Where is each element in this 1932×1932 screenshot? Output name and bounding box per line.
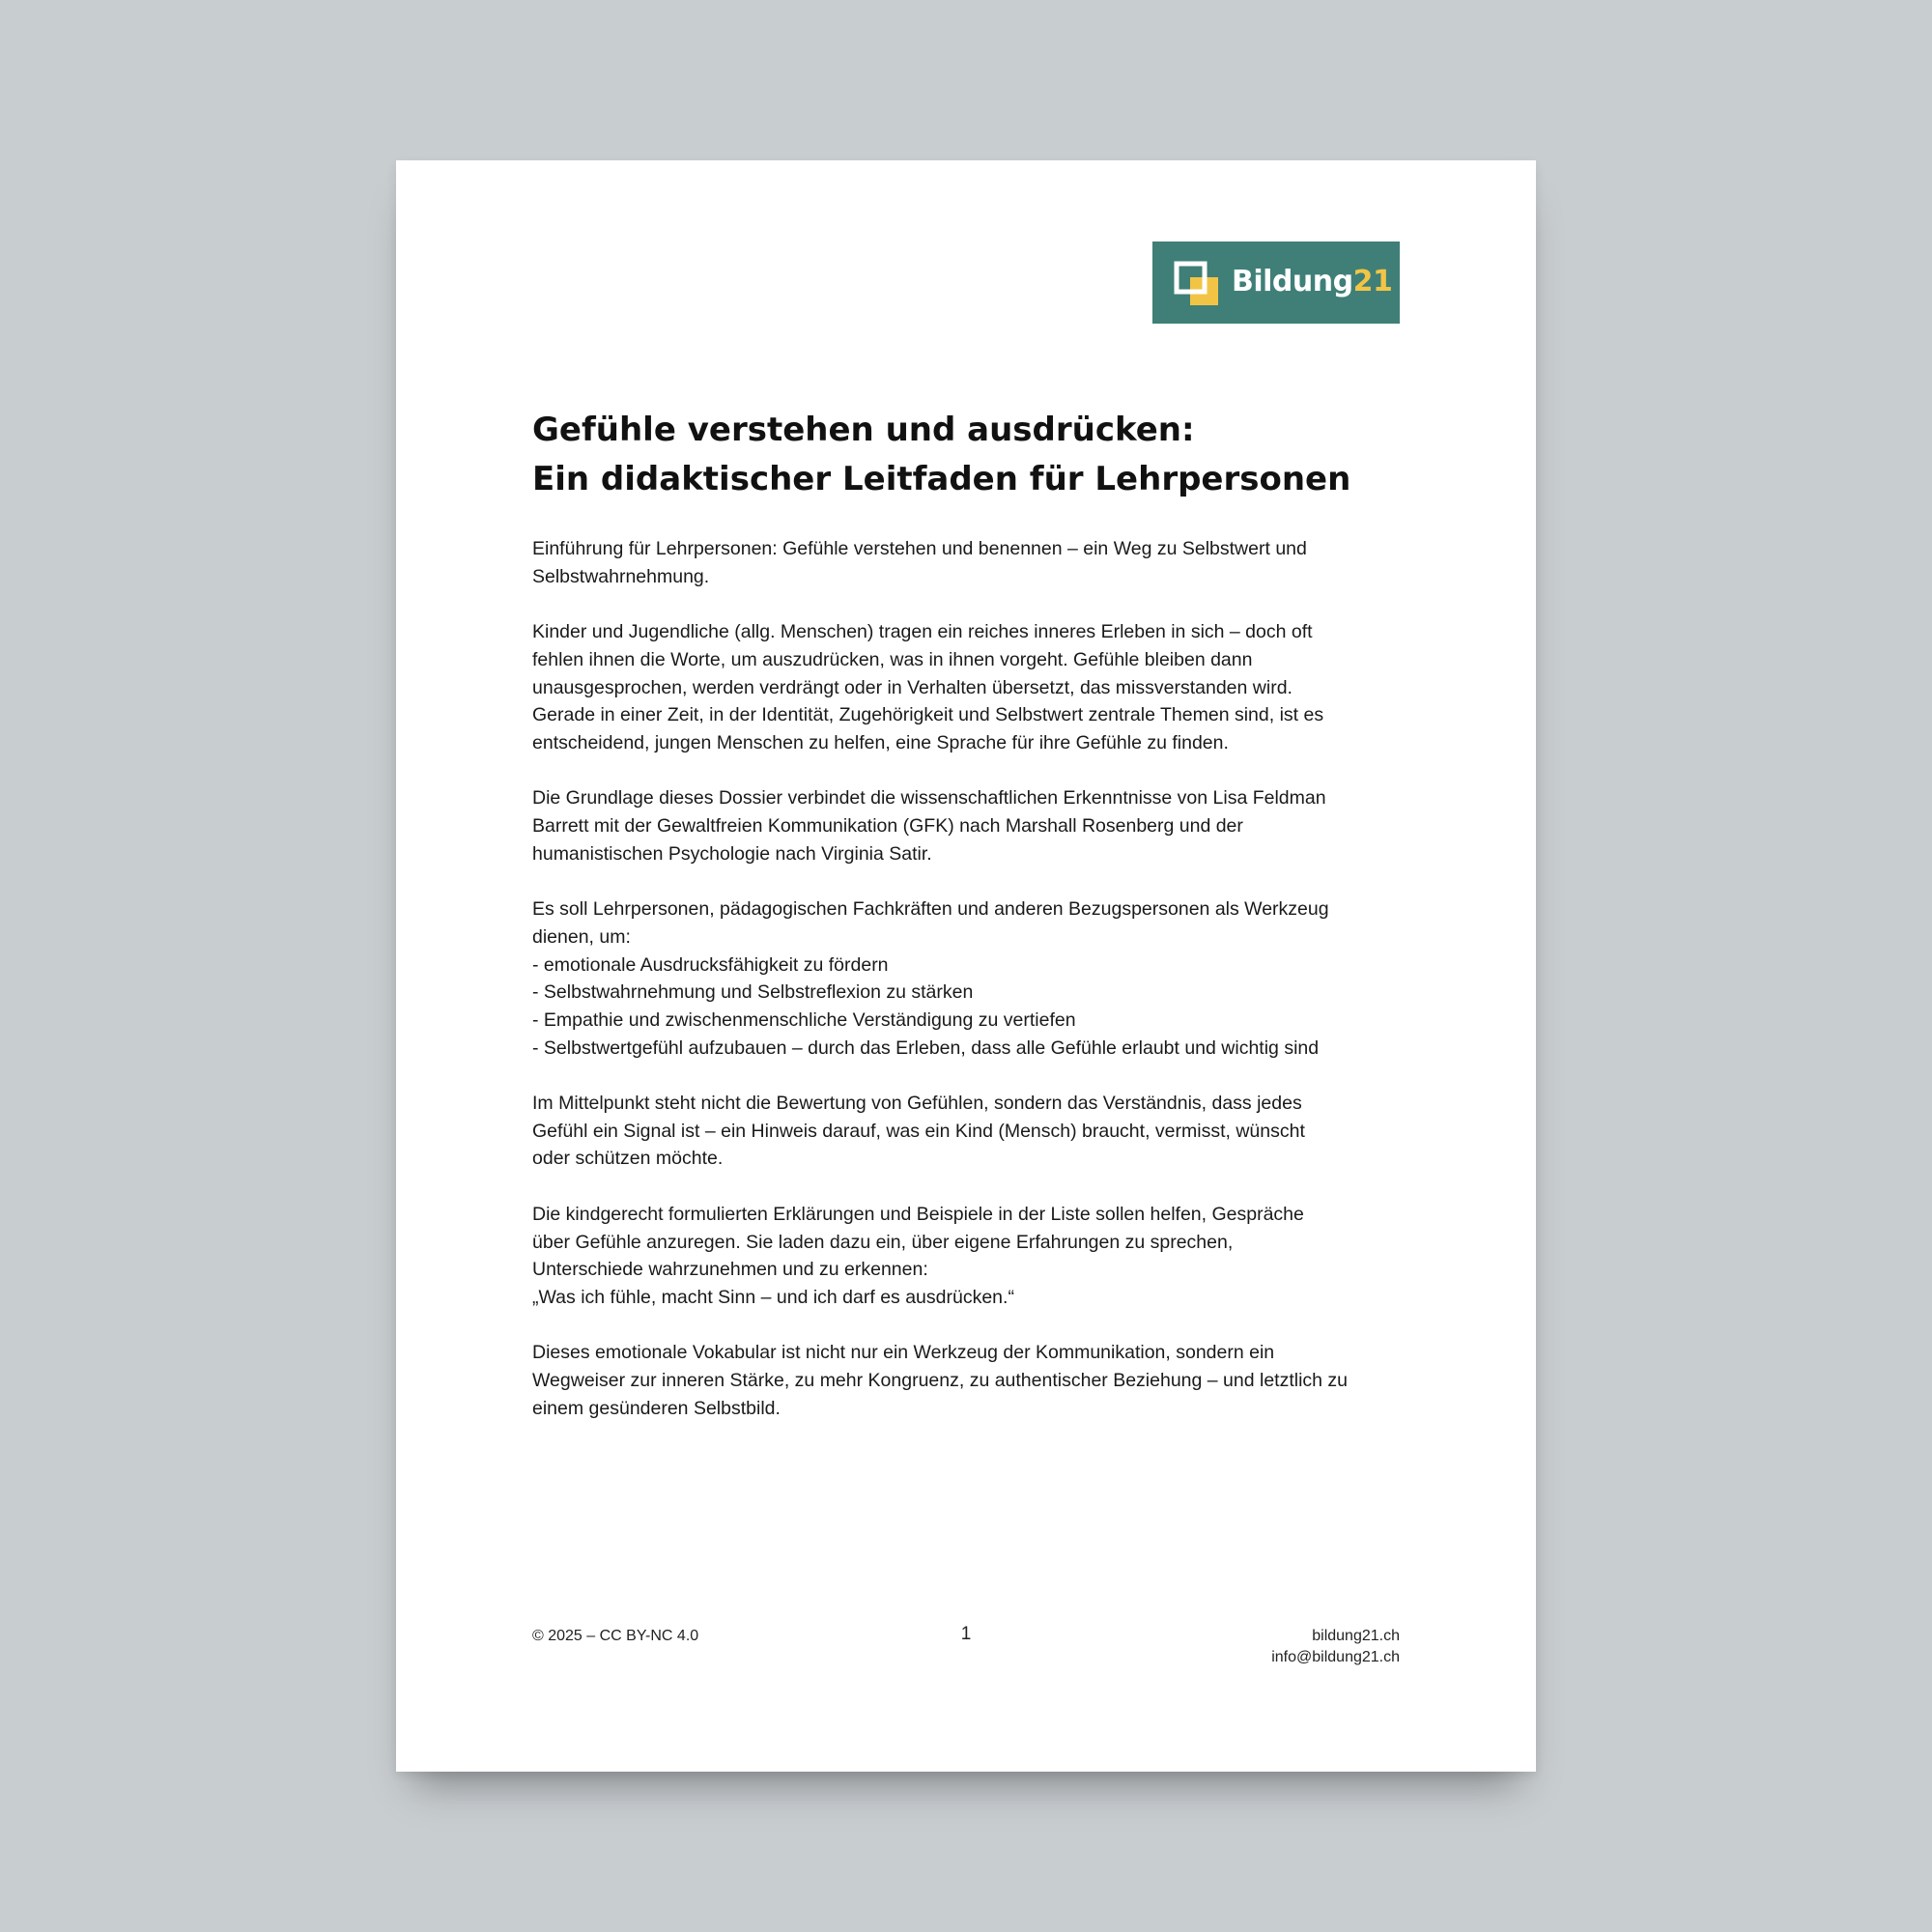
paragraph-line: einem gesünderen Selbstbild. (532, 1397, 781, 1419)
body-paragraph (532, 784, 1421, 867)
document-title (532, 406, 1350, 504)
paragraph-line: - Selbstwahrnehmung und Selbstreflexion zu stärken (532, 981, 974, 1004)
logo-brand: Bildung (1232, 265, 1353, 298)
paragraph-line: Dieses emotionale Vokabular ist nicht nur ein Werkzeug der Kommunikation, sondern ein (532, 1342, 1275, 1364)
paragraph-line: dienen, um: (532, 925, 631, 948)
document-body (532, 535, 1421, 1450)
footer-license: © 2025 – CC BY-NC 4.0 (532, 1628, 699, 1644)
paragraph-line: Im Mittelpunkt steht nicht die Bewertung von Gefühlen, sondern das Verständnis, dass jedes (532, 1093, 1302, 1114)
paragraph-line: Die Grundlage dieses Dossier verbindet die wissenschaftlichen Erkenntnisse von Lisa Feldman (532, 787, 1326, 810)
footer-email: info@bildung21.ch (1271, 1649, 1400, 1665)
title-line-2: Ein didaktischer Leitfaden für Lehrpersonen (532, 460, 1351, 498)
paragraph-line: - Empathie und zwischenmenschliche Verständigung zu vertiefen (532, 1009, 1076, 1031)
paragraph-line: entscheidend, jungen Menschen zu helfen, eine Sprache für ihre Gefühle zu finden. (532, 731, 1229, 753)
document-page (396, 160, 1536, 1772)
paragraph-line: oder schützen möchte. (532, 1148, 724, 1170)
body-paragraph (532, 1339, 1421, 1422)
footer-website: bildung21.ch (1312, 1628, 1400, 1644)
paragraph-line: Die kindgerecht formulierten Erklärungen und Beispiele in der Liste sollen helfen, Gespräche (532, 1203, 1304, 1225)
paragraph-line: unausgesprochen, werden verdrängt oder in Verhalten übersetzt, das missverstanden wird. (532, 676, 1293, 698)
paragraph-line: humanistischen Psychologie nach Virginia Satir. (532, 842, 932, 865)
footer-page-number: 1 (960, 1624, 972, 1644)
paragraph-line: Gerade in einer Zeit, in der Identität, Zugehörigkeit und Selbstwert zentrale Themen sind, ist es (532, 704, 1324, 726)
paragraph-line: Es soll Lehrpersonen, pädagogischen Fachkräften und anderen Bezugspersonen als Werkzeug (532, 898, 1329, 921)
body-paragraph (532, 1090, 1421, 1173)
overlapping-squares-icon (1174, 261, 1220, 307)
paragraph-line: über Gefühle anzuregen. Sie laden dazu ein, über eigene Erfahrungen zu sprechen, (532, 1231, 1234, 1253)
paragraph-line: fehlen ihnen die Worte, um auszudrücken, was in ihnen vorgeht. Gefühle bleiben dann (532, 648, 1253, 670)
body-paragraph (532, 1201, 1421, 1312)
logo-text (1232, 263, 1392, 301)
paragraph-line: Gefühl ein Signal ist – ein Hinweis darauf, was ein Kind (Mensch) braucht, vermisst, wünscht (532, 1120, 1305, 1142)
paragraph-line: Kinder und Jugendliche (allg. Menschen) tragen ein reiches inneres Erleben in sich – doch oft (532, 621, 1313, 643)
paragraph-line: Unterschiede wahrzunehmen und zu erkennen: (532, 1259, 928, 1281)
bildung21-logo (1152, 242, 1400, 324)
paragraph-line: - emotionale Ausdrucksfähigkeit zu fördern (532, 953, 889, 976)
logo-brand-number: 21 (1352, 265, 1393, 298)
paragraph-line: Selbstwahrnehmung. (532, 565, 710, 587)
body-paragraph (532, 535, 1421, 590)
paragraph-line: Wegweiser zur inneren Stärke, zu mehr Kongruenz, zu authentischer Beziehung – und letztlich zu (532, 1370, 1349, 1391)
body-paragraph (532, 618, 1421, 757)
footer-contact (1271, 1626, 1400, 1668)
paragraph-line: Einführung für Lehrpersonen: Gefühle verstehen und benennen – ein Weg zu Selbstwert und (532, 538, 1307, 559)
paragraph-line: Barrett mit der Gewaltfreien Kommunikation (GFK) nach Marshall Rosenberg und der (532, 815, 1243, 837)
paragraph-line: - Selbstwertgefühl aufzubauen – durch das Erleben, dass alle Gefühle erlaubt und wichtig sind (532, 1037, 1320, 1059)
body-paragraph (532, 895, 1421, 1062)
paragraph-line: „Was ich fühle, macht Sinn – und ich darf es ausdrücken.“ (532, 1286, 1014, 1308)
title-line-1: Gefühle verstehen und ausdrücken: (532, 411, 1195, 449)
